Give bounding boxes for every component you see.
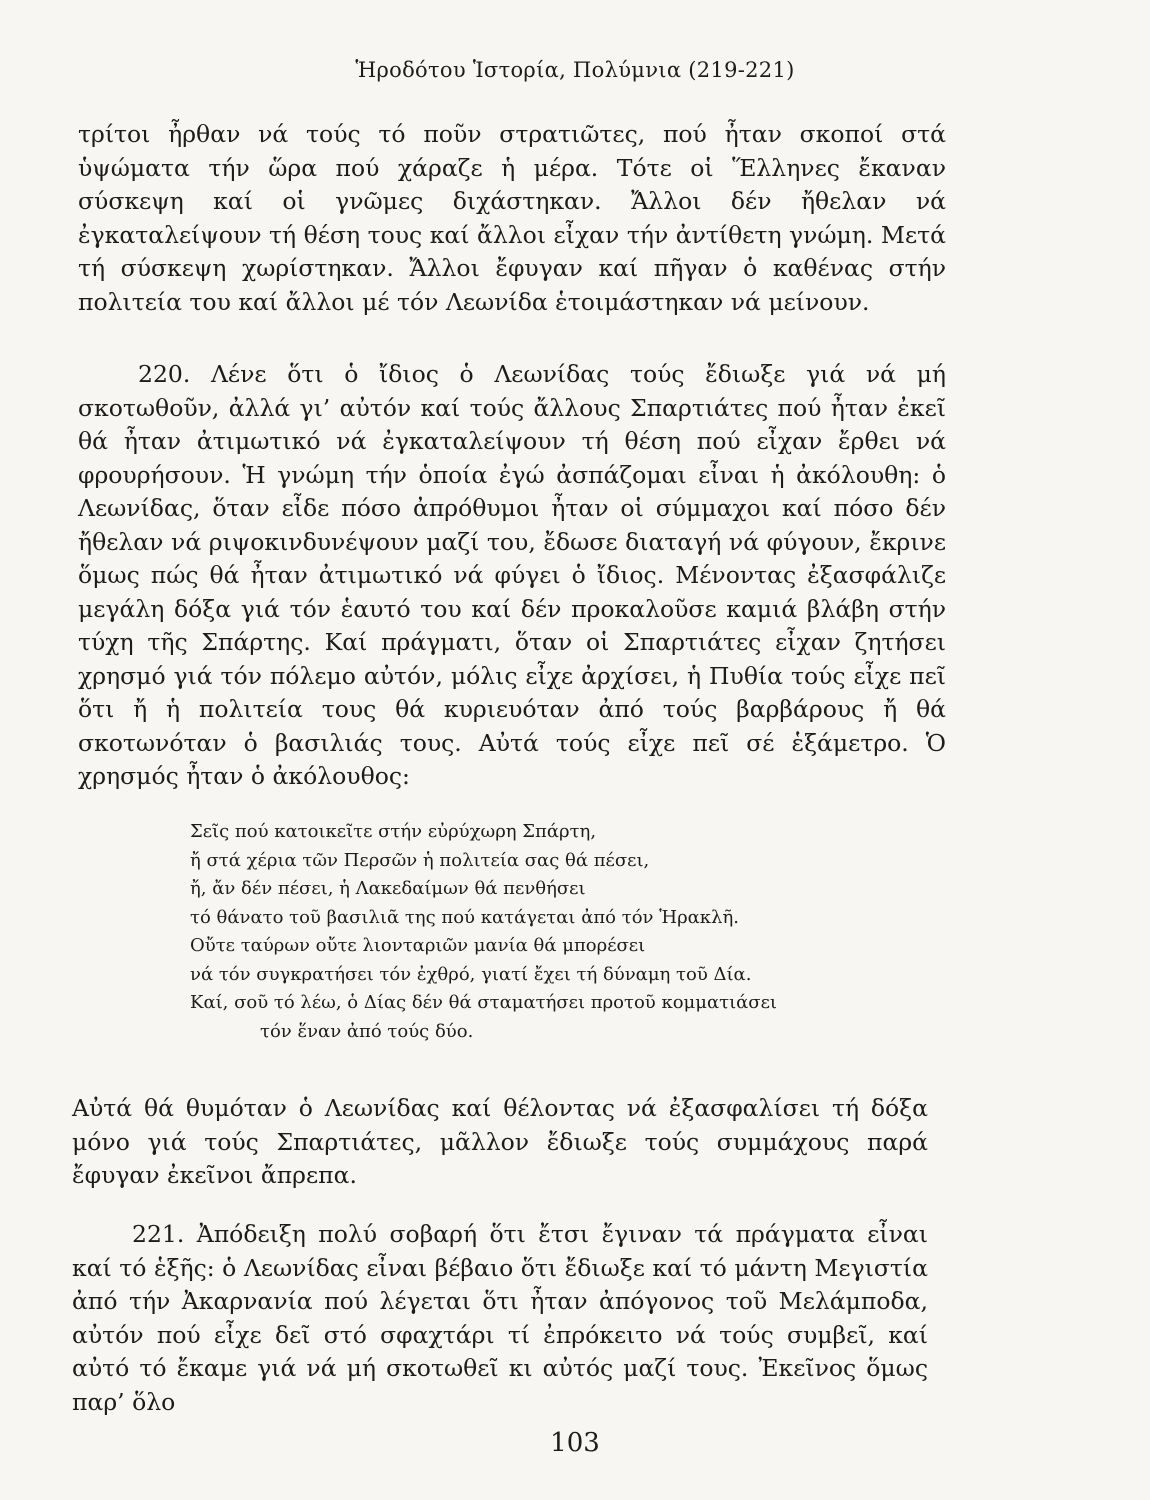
- verse-line: ἤ στά χέρια τῶν Περσῶν ἡ πολιτεία σας θά πέσει,: [190, 849, 650, 871]
- paragraph-220: [78, 358, 946, 794]
- paragraph-text: 221. Ἀπόδειξη πολύ σοβαρή ὅτι ἔτσι ἔγιναν τά πράγματα εἶναι καί τό ἑξῆς: ὁ Λεωνίδας εἶναι βέβαιο ὅτι ἔδιωξε καί τό μάντη Μεγιστία ἀπό τήν Ἀκαρνανία πού λέγεται ὅτι ἦταν ἀπόγονος τοῦ Μελάμποδα, αὐτόν πού εἶχε δεῖ στό σφαχτάρι τί ἐπρόκειτο νά τούς συμβεῖ, καί αὐτό τό ἔκαμε γιά νά μή σκοτωθεῖ κι αὐτός μαζί τους. Ἐκεῖνος ὅμως παρ’ ὅλο: [72, 1220, 928, 1416]
- paragraph-text: τρίτοι ἦρθαν νά τούς τό ποῦν στρατιῶτες, πού ἦταν σκοποί στά ὑψώματα τήν ὥρα πού χάραζε ἡ μέρα. Τότε οἱ Ἕλληνες ἔκαναν σύσκεψη καί οἱ γνῶμες διχάστηκαν. Ἄλλοι δέν ἤθελαν νά ἐγκαταλείψουν τή θέση τους καί ἄλλοι εἶχαν τήν ἀντίθετη γνώμη. Μετά τή σύσκεψη χωρίστηκαν. Ἄλλοι ἔφυγαν καί πῆγαν ὁ καθένας στήν πολιτεία του καί ἄλλοι μέ τόν Λεωνίδα ἑτοιμάστηκαν νά μείνουν.: [78, 120, 946, 316]
- paragraph-text: 220. Λένε ὅτι ὁ ἴδιος ὁ Λεωνίδας τούς ἔδιωξε γιά νά μή σκοτωθοῦν, ἀλλά γι’ αὐτόν καί τούς ἄλλους Σπαρτιάτες πού ἦταν ἐκεῖ θά ἦταν ἀτιμωτικό νά ἐγκαταλείψουν τή θέση πού εἶχαν ἔρθει νά φρουρήσουν. Ἡ γνώμη τήν ὁποία ἐγώ ἀσπάζομαι εἶναι ἡ ἀκόλουθη: ὁ Λεωνίδας, ὅταν εἶδε πόσο ἀπρόθυμοι ἦταν οἱ σύμμαχοι καί πόσο δέν ἤθελαν νά ριψοκινδυνέψουν μαζί του, ἔδωσε διαταγή νά φύγουν, ἔκρινε ὅμως πώς θά ἦταν ἀτιμωτικό νά φύγει ὁ ἴδιος. Μένοντας ἐξασφάλιζε μεγάλη δόξα γιά τόν ἑαυτό του καί δέν προκαλοῦσε καμιά βλάβη στήν τύχη τῆς Σπάρτης. Καί πράγματι, ὅταν οἱ Σπαρτιάτες εἶχαν ζητήσει χρησμό γιά τόν πόλεμο αὐτόν, μόλις εἶχε ἀρχίσει, ἡ Πυθία τούς εἶχε πεῖ ὅτι ἤ ἡ πολιτεία τους θά κυριευόταν ἀπό τούς βαρβάρους ἤ θά σκοτωνόταν ὁ βασιλιάς τους. Αὐτά τούς εἶχε πεῖ σέ ἑξάμετρο. Ὁ χρησμός ἦταν ὁ ἀκόλουθος:: [78, 360, 946, 790]
- verse-line: Οὔτε ταύρων οὔτε λιονταριῶν μανία θά μπορέσει: [190, 935, 646, 956]
- verse-line: ἤ, ἄν δέν πέσει, ἡ Λακεδαίμων θά πενθήσει: [190, 878, 586, 899]
- verse-line: νά τόν συγκρατήσει τόν ἐχθρό, γιατί ἔχει τή δύναμη τοῦ Δία.: [190, 963, 752, 985]
- page-number: 103: [550, 1428, 600, 1458]
- oracle-verse: [190, 818, 950, 1046]
- paragraph-221: [72, 1218, 928, 1419]
- paragraph-text: Αὐτά θά θυμόταν ὁ Λεωνίδας καί θέλοντας νά ἐξασφαλίσει τή δόξα μόνο γιά τούς Σπαρτιάτες, μᾶλλον ἔδιωξε τούς συμμάχους παρά ἔφυγαν ἐκεῖνοι ἄπρεπα.: [72, 1094, 928, 1189]
- paragraph-after-oracle: [72, 1092, 928, 1193]
- paragraph-219-end: [78, 118, 946, 319]
- verse-line: τόν ἕναν ἀπό τούς δύο.: [260, 1020, 474, 1042]
- verse-line: Σεῖς πού κατοικεῖτε στήν εὐρύχωρη Σπάρτη,: [190, 821, 597, 842]
- running-header: Ἡροδότου Ἱστορία, Πολύμνια (219-221): [355, 58, 795, 82]
- verse-line: τό θάνατο τοῦ βασιλιᾶ της πού κατάγεται ἀπό τόν Ἡρακλῆ.: [190, 906, 739, 928]
- verse-line: Καί, σοῦ τό λέω, ὁ Δίας δέν θά σταματήσει προτοῦ κομματιάσει: [190, 992, 777, 1013]
